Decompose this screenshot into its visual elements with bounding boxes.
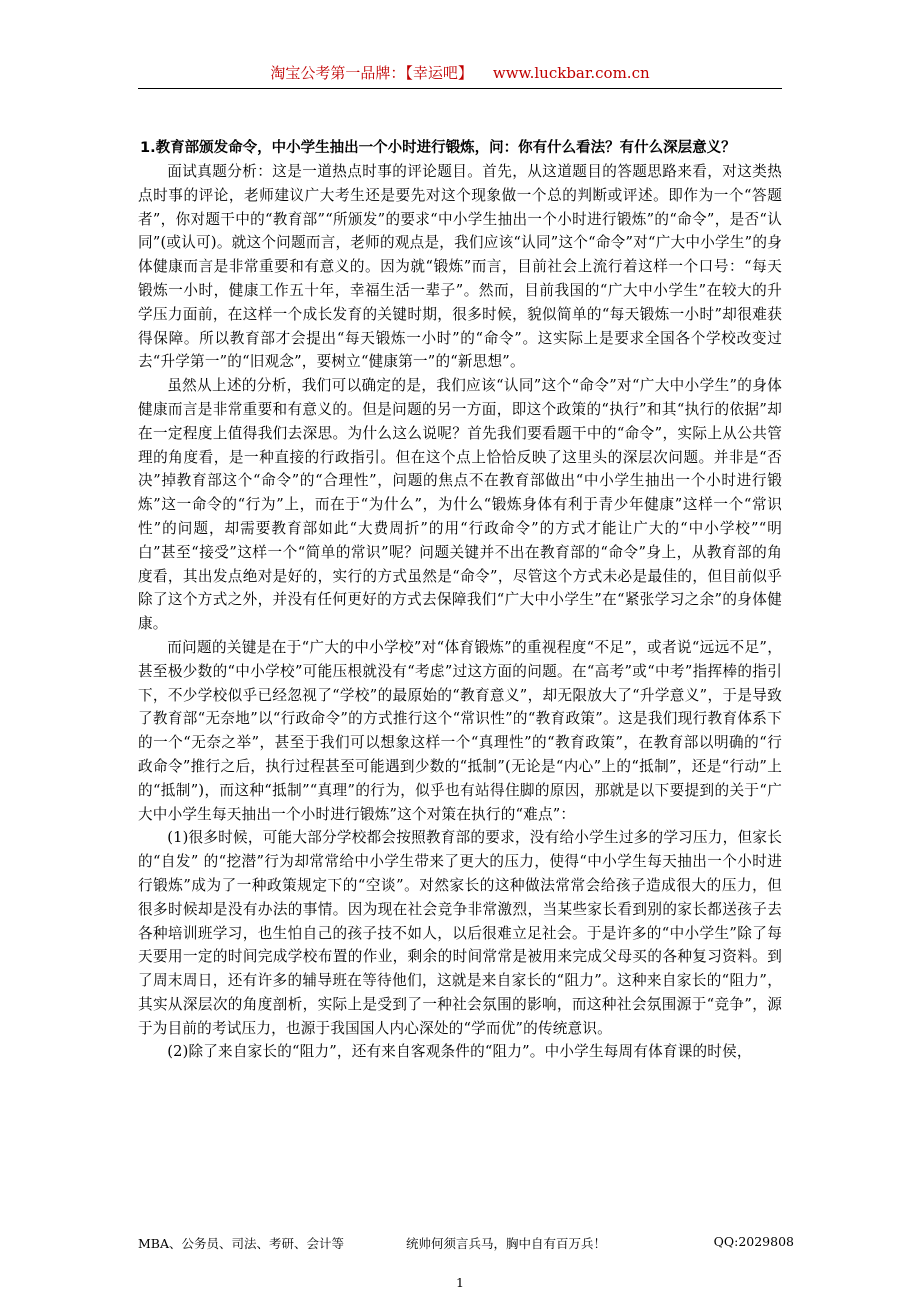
paragraph-key-problem: 而问题的关键是在于“广大的中小学校”对“体育锻炼”的重视程度“不足”，或者说“远远不足”，甚至极少数的“中小学校”可能压根就没有“考虑”过这方面的问题。在“高考”或“中考”指挥棒的指引下，不少学校似乎已经忽视了“学校”的最原始的“教育意义”，却无限放大了“升学意义”，于是导致了教育部“无奈地”以“行政命令”的方式推行这个“常识性”的“教育政策”。这是我们现行教育体系下的一个“无奈之举”，甚至于我们可以想象这样一个“真理性”的“教育政策”，在教育部以明确的“行政命令”推行之后，执行过程甚至可能遇到少数的“抵制”(无论是“内心”上的“抵制”，还是“行动”上的“抵制”)，而这种“抵制”“真理”的行为，似乎也有站得住脚的原因，那就是以下要提到的关于“广大中小学生每天抽出一个小时进行锻炼”这个对策在执行的“难点”： <box>138 638 782 823</box>
header-url[interactable]: www.luckbar.com.cn <box>492 64 650 82</box>
page-header <box>138 62 782 89</box>
paragraph-deeper-issue: 虽然从上述的分析，我们可以确定的是，我们应该“认同”这个“命令”对“广大中小学生”的身体健康而言是非常重要和有意义的。但是问题的另一方面，即这个政策的“执行”和其“执行的依据”却在一定程度上值得我们去深思。为什么这么说呢？首先我们要看题干中的“命令”，实际上从公共管理的角度看，是一种直接的行政指引。但在这个点上恰恰反映了这里头的深层次问题。并非是“否决”掉教育部这个“命令”的“合理性”，问题的焦点不在教育部做出“中小学生抽出一个小时进行锻炼”这一命令的“行为”上，而在于“为什么”，为什么“锻炼身体有利于青少年健康”这样一个“常识性”的问题，却需要教育部如此“大费周折”的用“行政命令”的方式才能让广大的“中小学校”“明白”甚至“接受”这样一个“简单的常识”呢？问题关键并不出在教育部的“命令”身上，从教育部的角度看，其出发点绝对是好的，实行的方式虽然是“命令”，尽管这个方式未必是最佳的，但目前似乎除了这个方式之外，并没有任何更好的方式去保障我们“广大中小学生”在“紧张学习之余”的身体健康。 <box>138 377 782 633</box>
paragraph-difficulty-1: (1)很多时候，可能大部分学校都会按照教育部的要求，没有给小学生过多的学习压力，但家长的“自发” 的“挖潜”行为却常常给中小学生带来了更大的压力，使得“中小学生每天抽出一个小时进行锻炼”成为了一种政策规定下的“空谈”。对然家长的这种做法常常会给孩子造成很大的压力，但很多时候却是没有办法的事情。因为现在社会竞争非常激烈，当某些家长看到别的家长都送孩子去各种培训班学习，也生怕自己的孩子技不如人，以后很难立足社会。于是许多的“中小学生”除了每天要用一定的时间完成学校布置的作业，剩余的时间常常是被用来完成父母买的各种复习资料。到了周末周日，还有许多的辅导班在等待他们，这就是来自家长的“阻力”。这种来自家长的“阻力”，其实从深层次的角度剖析，实际上是受到了一种社会氛围的影响，而这种社会氛围源于“竞争”，源于为目前的考试压力，也源于我国国人内心深处的“学而优”的传统意识。 <box>138 829 782 1037</box>
page-number: 1 <box>456 1275 464 1290</box>
paragraph-difficulty-2: (2)除了来自家长的“阻力”，还有来自客观条件的“阻力”。中小学生每周有体育课的时侯， <box>167 1043 752 1061</box>
footer-slogan: 统帅何须言兵马，胸中自有百万兵！ <box>406 1236 607 1251</box>
paragraph-analysis: 面试真题分析：这是一道热点时事的评论题目。首先，从这道题目的答题思路来看，对这类热点时事的评论，老师建议广大考生还是要先对这个现象做一个总的判断或评述。即作为一个“答题者”，你对题干中的“教育部”“所颁发”的要求“中小学生抽出一个小时进行锻炼”的“命令”，是否“认同”(或认可)。就这个问题而言，老师的观点是，我们应该“认同”这个“命令”对“广大中小学生”的身体健康而言是非常重要和有意义的。因为就“锻炼”而言，目前社会上流行着这样一个口号：“每天锻炼一小时，健康工作五十年，幸福生活一辈子”。然而，目前我国的“广大中小学生”在较大的升学压力面前，在这样一个成长发育的关键时期，很多时候，貌似简单的“每天锻炼一小时”却很难获得保障。所以教育部才会提出“每天锻炼一小时”的“命令”。这实际上是要求全国各个学校改变过去“升学第一”的“旧观念”，要树立“健康第一”的“新思想”。 <box>138 163 782 371</box>
question-title: 1.教育部颁发命令，中小学生抽出一个小时进行锻炼，问：你有什么看法？有什么深层意义？ <box>140 140 736 156</box>
footer-left: MBA、公务员、司法、考研、会计等 <box>138 1236 345 1251</box>
footer-qq: QQ:2029808 <box>713 1234 794 1249</box>
header-brand: 淘宝公考第一品牌：【幸运吧】 <box>270 64 473 82</box>
document-body <box>138 136 782 1064</box>
